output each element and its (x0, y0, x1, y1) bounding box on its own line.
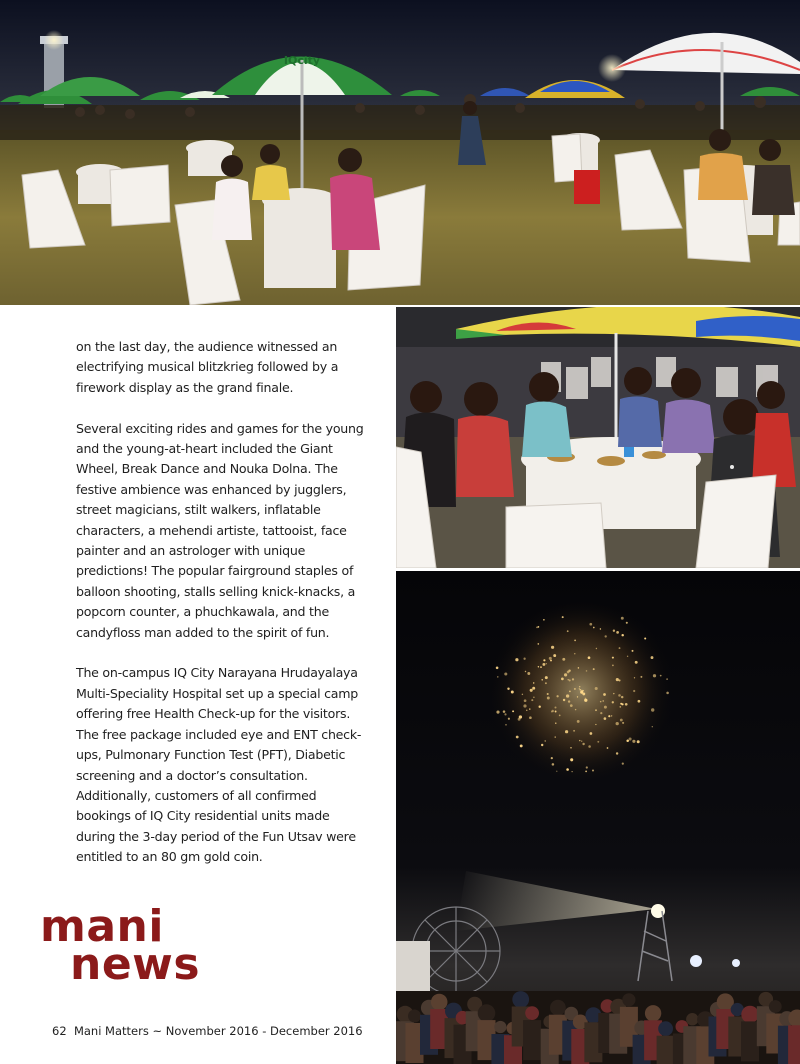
firework-spark (605, 635, 607, 637)
firework-spark (616, 752, 618, 754)
firework-spark (555, 736, 556, 737)
firework-spark (547, 693, 549, 695)
firework-spark (616, 631, 619, 634)
crowd-person (431, 994, 448, 1011)
firework-spark (653, 674, 656, 677)
crowd-person-body (523, 1020, 541, 1060)
firework-spark (543, 659, 545, 661)
firework-spark (578, 667, 580, 669)
firework-spark (574, 653, 575, 654)
firework-spark (504, 713, 506, 715)
firework-spark (511, 691, 514, 694)
firework-spark (564, 673, 567, 676)
firework-spark (533, 697, 534, 698)
firework-spark (545, 676, 548, 679)
firework-spark (542, 663, 545, 666)
photo-fair-seating (0, 0, 800, 305)
firework-spark (612, 701, 614, 703)
firework-spark (577, 720, 580, 723)
firework-spark (555, 711, 557, 713)
firework-spark (579, 686, 580, 687)
firework-spark (638, 700, 641, 703)
firework-spark (585, 698, 586, 699)
diners-illustration (396, 307, 800, 568)
firework-spark (595, 687, 598, 690)
crowd-person (769, 1000, 782, 1013)
firework-spark (574, 640, 576, 642)
logo-line-2: news (70, 939, 201, 990)
firework-spark (547, 697, 550, 700)
firework-spark (570, 747, 572, 749)
firework-spark (568, 679, 569, 680)
firework-spark (545, 682, 547, 684)
firework-spark (593, 668, 595, 670)
firework-spark (567, 630, 569, 632)
firework-spark (565, 730, 568, 733)
firework-spark (496, 711, 499, 714)
firework-spark (603, 700, 604, 701)
firework-spark (612, 657, 614, 659)
firework-spark (593, 627, 595, 629)
firework-spark (543, 619, 545, 621)
firework-spark (597, 741, 599, 743)
article-paragraph-1: on the last day, the audience witnessed an electrifying musical blitzkrieg followed by a firework display as the grand finale. (76, 339, 339, 395)
firework-spark (626, 739, 629, 742)
firework-spark (579, 740, 580, 741)
firework-spark (590, 732, 593, 735)
firework-spark (568, 700, 570, 702)
firework-spark (570, 758, 573, 761)
firework-spark (505, 724, 507, 726)
firework-spark (596, 648, 597, 649)
firework-spark (541, 744, 543, 746)
firework-spark (496, 667, 499, 670)
crowd-person-body (657, 1036, 675, 1064)
firework-spark (569, 690, 571, 692)
firework-spark (551, 646, 554, 649)
firework-spark (620, 719, 623, 722)
firework-spark (600, 701, 602, 703)
firework-spark (523, 704, 526, 707)
firework-spark (551, 710, 554, 713)
firework-spark (595, 724, 596, 725)
firework-spark (545, 740, 546, 741)
firework-spark (621, 634, 623, 636)
firework-spark (573, 730, 575, 732)
firework-spark (512, 710, 514, 712)
article-paragraph-3: The on-campus IQ City Narayana Hrudayalaya Multi-Speciality Hospital set up a special camp offering free Health Check-up for the visitors. The free package included eye and ENT check-ups, Pulmonary Function Test (PFT), Diabetic screening and a doctor’s consultation. Additionally, customers of all confirmed bookings of IQ City residential units made during the 3-day period of the Fun Utsav were entitled to an 80 gm gold coin. (76, 665, 362, 865)
firework-spark (551, 757, 553, 759)
fair-seating-illustration (0, 0, 800, 305)
firework-spark (589, 623, 592, 626)
firework-spark (588, 745, 591, 748)
firework-spark (525, 671, 526, 672)
crowd-person (478, 1004, 496, 1022)
fireworks-illustration (396, 571, 800, 1064)
firework-spark (554, 706, 556, 708)
photo-diners-under-umbrella (396, 307, 800, 568)
firework-spark (595, 709, 597, 711)
article-paragraph-2: Several exciting rides and games for the young and the young-at-heart included the Giant Wheel, Break Dance and Nouka Dolna. The festive ambience was enhanced by jugglers, street magicians, stilt walkers, inflatable characters, a mehendi artiste, tattooist, face painter and an astrologer with unique predictions! The popular fairground staples of balloon shooting, stalls selling knick-knacks, a popcorn counter, a phuchkawala, and the candyfloss man added to the spirit of fun. (76, 420, 364, 640)
photo-firework-display (396, 571, 800, 1064)
firework-spark (507, 688, 509, 690)
firework-spark (527, 672, 530, 675)
firework-spark (666, 678, 668, 680)
firework-spark (579, 688, 580, 689)
firework-spark (588, 656, 591, 659)
firework-spark (616, 678, 619, 681)
firework-spark (640, 676, 642, 678)
firework-spark (607, 747, 609, 749)
firework-spark (540, 666, 542, 668)
crowd-person (408, 1010, 421, 1023)
firework-spark (508, 718, 510, 720)
firework-spark (616, 722, 619, 725)
firework-spark (541, 679, 543, 681)
firework-spark (561, 678, 564, 681)
firework-spark (546, 663, 547, 664)
firework-spark (584, 699, 587, 702)
firework-spark (651, 656, 654, 659)
firework-spark (518, 718, 521, 721)
firework-spark (626, 622, 628, 624)
firework-spark (635, 661, 638, 664)
firework-spark (549, 657, 552, 660)
firework-spark (574, 688, 576, 690)
firework-spark (633, 690, 635, 692)
publication-issue: Mani Matters ~ November 2016 - December 2016 (73, 1024, 363, 1038)
firework-spark (622, 722, 624, 724)
firework-spark (666, 692, 669, 695)
firework-spark (530, 689, 533, 692)
firework-spark (559, 715, 561, 717)
crowd-person (686, 1013, 698, 1025)
firework-spark (582, 690, 583, 691)
firework-spark (613, 630, 615, 632)
firework-spark (503, 710, 506, 713)
firework-spark (569, 679, 571, 681)
firework-spark (571, 771, 572, 772)
firework-spark (516, 736, 519, 739)
firework-spark (582, 743, 584, 745)
firework-spark (563, 699, 565, 701)
crowd-person (658, 1021, 673, 1036)
firework-spark (562, 658, 565, 661)
firework-spark (570, 704, 573, 707)
firework-spark (524, 699, 527, 702)
firework-spark (529, 716, 532, 719)
firework-spark (529, 708, 530, 709)
firework-spark (632, 650, 634, 652)
firework-spark (553, 654, 556, 657)
crowd-person (741, 1006, 758, 1023)
firework-spark (586, 670, 588, 672)
article-body (76, 337, 366, 888)
firework-spark (608, 715, 610, 717)
firework-spark (555, 723, 556, 724)
firework-spark (618, 694, 621, 697)
firework-spark (652, 726, 653, 727)
firework-spark (620, 703, 622, 705)
firework-spark (632, 740, 635, 743)
firework-spark (603, 693, 606, 696)
page-number: 62 (52, 1024, 67, 1038)
firework-spark (538, 666, 539, 667)
firework-spark (497, 676, 498, 677)
mani-news-logo (40, 901, 201, 990)
firework-spark (611, 715, 612, 716)
crowd-person (645, 1005, 661, 1021)
firework-spark (536, 627, 538, 629)
crowd-person-body (788, 1025, 800, 1064)
crowd-person (525, 1006, 539, 1020)
umbrella-brand-text: IQcity (283, 54, 321, 67)
firework-spark (582, 692, 585, 695)
firework-spark (520, 744, 523, 747)
firework-spark (581, 741, 582, 742)
firework-spark (634, 677, 635, 678)
firework-spark (604, 717, 607, 720)
firework-spark (621, 617, 624, 620)
firework-spark (522, 694, 523, 695)
firework-spark (579, 689, 581, 691)
firework-spark (531, 699, 533, 701)
firework-spark (625, 703, 628, 706)
firework-spark (600, 712, 602, 714)
firework-spark (644, 637, 646, 639)
firework-spark (537, 643, 539, 645)
crowd-person (622, 993, 635, 1006)
firework-spark (539, 706, 541, 708)
firework-spark (585, 771, 587, 773)
firework-spark (622, 763, 624, 765)
firework-spark (660, 675, 662, 677)
firework-spark (621, 696, 623, 698)
firework-spark (515, 658, 518, 661)
firework-spark (627, 656, 628, 657)
firework-spark (556, 695, 558, 697)
firework-spark (566, 768, 569, 771)
firework-spark (629, 737, 632, 740)
firework-spark (577, 696, 578, 697)
firework-spark (575, 709, 576, 710)
firework-spark (562, 616, 564, 618)
firework-spark (613, 693, 614, 694)
crowd-person (494, 1021, 506, 1033)
firework-spark (552, 763, 555, 766)
firework-spark (604, 706, 607, 709)
crowd-person-body (741, 1021, 759, 1061)
firework-spark (600, 628, 601, 629)
logo-line-1: mani (40, 901, 164, 952)
crowd-person (512, 991, 529, 1008)
firework-spark (619, 647, 621, 649)
firework-spark (504, 672, 507, 675)
firework-spark (532, 687, 535, 690)
firework-spark (637, 740, 640, 743)
firework-spark (651, 708, 654, 711)
firework-spark (526, 710, 527, 711)
firework-spark (572, 678, 574, 680)
firework-spark (612, 665, 614, 667)
page-footer (52, 1024, 363, 1038)
firework-spark (556, 771, 557, 772)
firework-spark (566, 694, 569, 697)
firework-spark (592, 770, 594, 772)
crowd-person (550, 1000, 566, 1016)
firework-spark (533, 682, 534, 683)
firework-spark (586, 766, 588, 768)
firework-spark (619, 706, 621, 708)
firework-spark (567, 671, 570, 674)
firework-spark (523, 658, 525, 660)
